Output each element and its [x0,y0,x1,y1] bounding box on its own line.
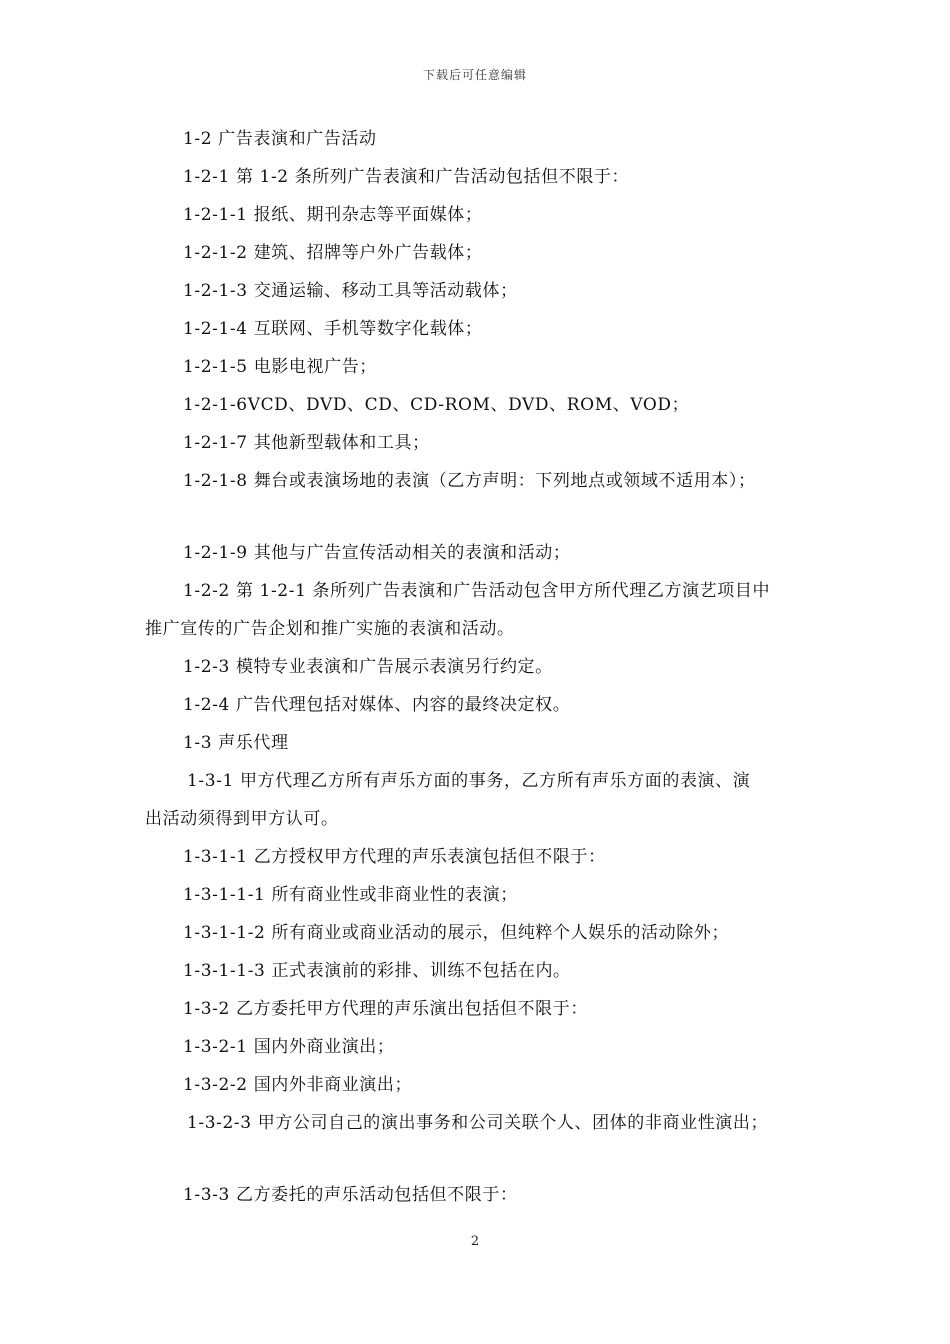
paragraph-1-2-1-9: 1-2-1-9 其他与广告宣传活动相关的表演和活动； [183,543,571,563]
paragraph-1-3: 1-3 声乐代理 [183,733,289,753]
paragraph-1-3-1: 1-3-1 甲方代理乙方所有声乐方面的事务，乙方所有声乐方面的表演、演 [187,771,751,791]
paragraph-1-2: 1-2 广告表演和广告活动 [183,129,377,149]
paragraph-1-3-2-2: 1-3-2-2 国内外非商业演出； [183,1075,413,1095]
paragraph-1-2-2-continued: 推广宣传的广告企划和推广实施的表演和活动。 [145,619,515,639]
paragraph-1-2-1-3: 1-2-1-3 交通运输、移动工具等活动载体； [183,281,518,301]
paragraph-1-2-1-1: 1-2-1-1 报纸、期刊杂志等平面媒体； [183,205,483,225]
paragraph-1-2-1-4: 1-2-1-4 互联网、手机等数字化载体； [183,319,483,339]
paragraph-1-3-2: 1-3-2 乙方委托甲方代理的声乐演出包括但不限于： [183,999,588,1019]
paragraph-1-3-2-3: 1-3-2-3 甲方公司自己的演出事务和公司关联个人、团体的非商业性演出； [187,1113,769,1133]
page-number: 2 [470,1234,480,1249]
paragraph-1-3-2-1: 1-3-2-1 国内外商业演出； [183,1037,395,1057]
paragraph-1-3-1-1-1: 1-3-1-1-1 所有商业性或非商业性的表演； [183,885,518,905]
paragraph-1-2-3: 1-2-3 模特专业表演和广告展示表演另行约定。 [183,657,553,677]
paragraph-1-3-1-1-3: 1-3-1-1-3 正式表演前的彩排、训练不包括在内。 [183,961,571,981]
paragraph-1-2-1-5: 1-2-1-5 电影电视广告； [183,357,377,377]
paragraph-1-2-1-8: 1-2-1-8 舞台或表演场地的表演（乙方声明：下列地点或领域不适用本）； [183,471,756,491]
paragraph-1-3-1-1: 1-3-1-1 乙方授权甲方代理的声乐表演包括但不限于： [183,847,606,867]
paragraph-1-2-4: 1-2-4 广告代理包括对媒体、内容的最终决定权。 [183,695,571,715]
paragraph-1-3-3: 1-3-3 乙方委托的声乐活动包括但不限于： [183,1185,518,1205]
paragraph-1-2-1-6: 1-2-1-6VCD、DVD、CD、CD-ROM、DVD、ROM、VOD； [183,395,690,415]
page-header-note: 下载后可任意编辑 [422,68,527,82]
paragraph-1-2-2: 1-2-2 第 1-2-1 条所列广告表演和广告活动包含甲方所代理乙方演艺项目中 [183,581,771,601]
paragraph-1-3-1-1-2: 1-3-1-1-2 所有商业或商业活动的展示，但纯粹个人娱乐的活动除外； [183,923,730,943]
paragraph-1-2-1-2: 1-2-1-2 建筑、招牌等户外广告载体； [183,243,483,263]
paragraph-1-2-1: 1-2-1 第 1-2 条所列广告表演和广告活动包括但不限于： [183,167,630,187]
paragraph-1-3-1-continued: 出活动须得到甲方认可。 [145,809,339,829]
paragraph-1-2-1-7: 1-2-1-7 其他新型载体和工具； [183,433,430,453]
